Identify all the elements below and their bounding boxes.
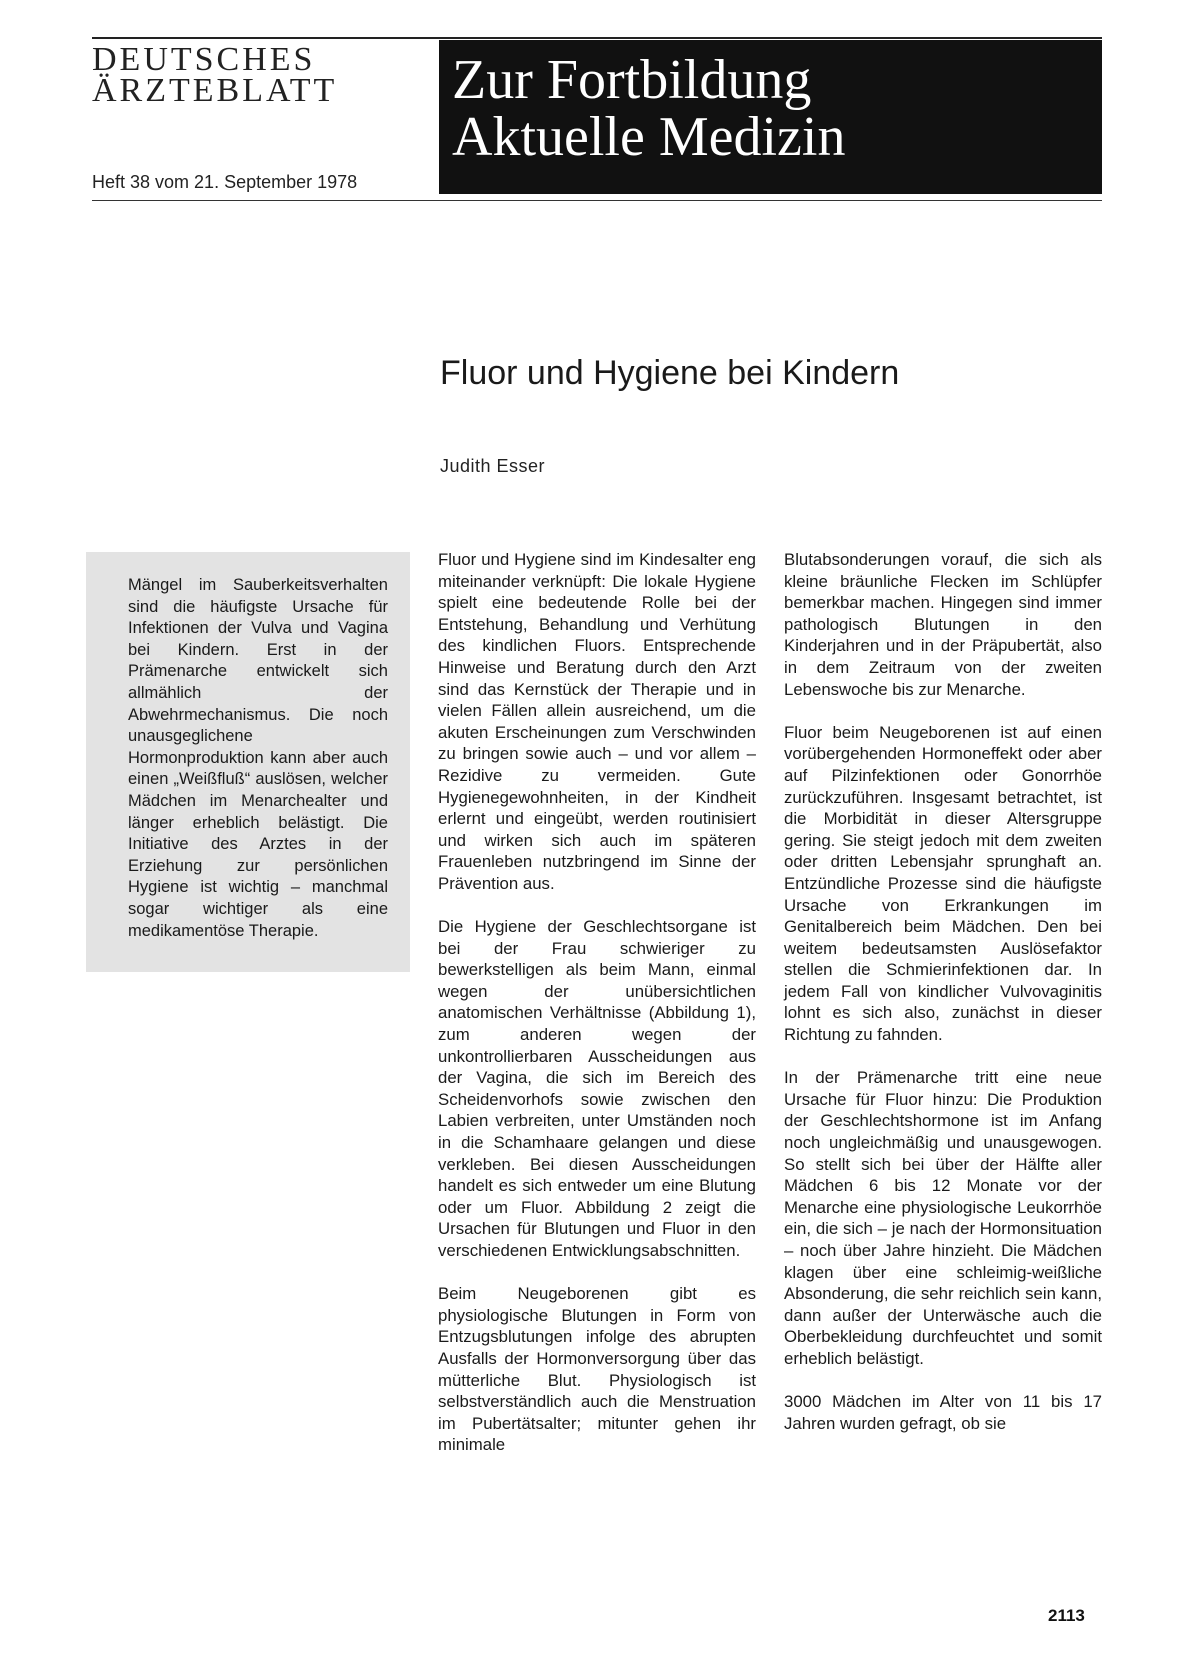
top-rule: [92, 37, 1102, 39]
paragraph: Fluor und Hygiene sind im Kindesalter eng miteinander verknüpft: Die lokale Hygiene spielt eine bedeutende Rolle bei der Entstehung, Behandlung und Verhütung des kindlichen Fluors. Entsprechende Hinweise und Beratung durch den Arzt sind das Kernstück der Therapie und in vielen Fällen allein ausreichend, um die akuten Erscheinungen zum Verschwinden zu bringen sowie auch – und vor allem – Rezidive zu vermeiden. Gute Hygienegewohnheiten, in der Kindheit erlernt und eingeübt, werden routinisiert und wirken sich auch im späteren Frauenleben nutzbringend im Sinne der Prävention aus.: [438, 550, 756, 893]
paragraph: Die Hygiene der Geschlechtsorgane ist bei der Frau schwieriger zu bewerkstelligen als beim Mann, einmal wegen der unübersichtlichen anatomischen Verhältnisse (Abbildung 1), zum anderen wegen der unkontrollierbaren Ausscheidungen aus der Vagina, die sich im Bereich des Scheidenvorhofs sowie zwischen den Labien verbreiten, unter Umständen noch in die Schamhaare gelangen und diese verkleben. Bei diesen Ausscheidungen handelt es sich entweder um eine Blutung oder um Fluor. Abbildung 2 zeigt die Ursachen für Blutungen und Fluor in den verschiedenen Entwicklungsabschnitten.: [438, 917, 756, 1260]
masthead-line-2: ÄRZTEBLATT: [92, 72, 338, 109]
article-title: Fluor und Hygiene bei Kindern: [440, 354, 900, 392]
text-column-1: [438, 549, 756, 1478]
paragraph: Beim Neugeborenen gibt es physiologische Blutungen in Form von Entzugsblutungen infolge des abrupten Ausfalls der Hormonversorgung über das mütterliche Blut. Physiologisch ist selbstverständlich auch die Menstruation im Pubertätsalter; mitunter gehen ihr minimale: [438, 1284, 756, 1455]
header-rule: [92, 200, 1102, 201]
banner-line-2: Aktuelle Medizin: [452, 106, 846, 168]
abstract-text: Mängel im Sauberkeitsverhalten sind die häufigste Ursache für Infektionen der Vulva und Vagina bei Kindern. Erst in der Prämenarche entwickelt sich allmählich der Abwehrmechanismus. Die noch unausgeglichene Hormonproduktion kann aber auch einen „Weißfluß“ auslösen, welcher Mädchen im Menarchealter und länger erheblich belästigt. Die Initiative des Arztes in der Erziehung zur persönlichen Hygiene ist wichtig – manchmal sogar wichtiger als eine medikamentöse Therapie.: [128, 576, 388, 940]
banner-line-1: Zur Fortbildung: [452, 49, 812, 111]
text-column-2: [784, 549, 1102, 1456]
paragraph: Fluor beim Neugeborenen ist auf einen vorübergehenden Hormoneffekt oder aber auf Pilzinfektionen oder Gonorrhöe zurückzuführen. Insgesamt betrachtet, ist die Morbidität in dieser Altersgruppe gering. Sie steigt jedoch mit dem zweiten oder dritten Lebensjahr sprunghaft an. Entzündliche Prozesse sind die häufigste Ursache von Erkrankungen im Genitalbereich beim Mädchen. Den bei weitem bedeutsamsten Auslösefaktor stellen die Schmierinfektionen dar. In jedem Fall von kindlicher Vulvovaginitis lohnt es sich also, zunächst in dieser Richtung zu fahnden.: [784, 722, 1102, 1045]
paragraph: Blutabsonderungen vorauf, die sich als kleine bräunliche Flecken im Schlüpfer bemerkbar machen. Hingegen sind immer pathologisch Blutungen in den Kinderjahren und in der Präpubertät, also in dem Zeitraum von der zweiten Lebenswoche bis zur Menarche.: [784, 550, 1102, 699]
section-banner-text: [452, 49, 1092, 168]
article-author: Judith Esser: [440, 456, 546, 476]
issue-info: Heft 38 vom 21. September 1978: [92, 172, 358, 192]
masthead-line-1: DEUTSCHES: [92, 41, 316, 78]
paragraph: In der Prämenarche tritt eine neue Ursache für Fluor hinzu: Die Produktion der Geschlechtshormone ist im Anfang noch ungleichmäßig und unausgewogen. So stellt sich bei über der Hälfte aller Mädchen 6 bis 12 Monate vor der Menarche eine physiologische Leukorrhöe ein, die sich – je nach der Hormonsituation – noch über Jahre hinzieht. Die Mädchen klagen über eine schleimig-weißliche Absonderung, die sehr reichlich sein kann, dann außer der Unterwäsche auch die Oberbekleidung durchfeuchtet und somit erheblich belästigt.: [784, 1068, 1102, 1368]
masthead-logo: [92, 41, 412, 109]
page-number: 2113: [1048, 1606, 1085, 1625]
paragraph: 3000 Mädchen im Alter von 11 bis 17 Jahren wurden gefragt, ob sie: [784, 1392, 1102, 1433]
